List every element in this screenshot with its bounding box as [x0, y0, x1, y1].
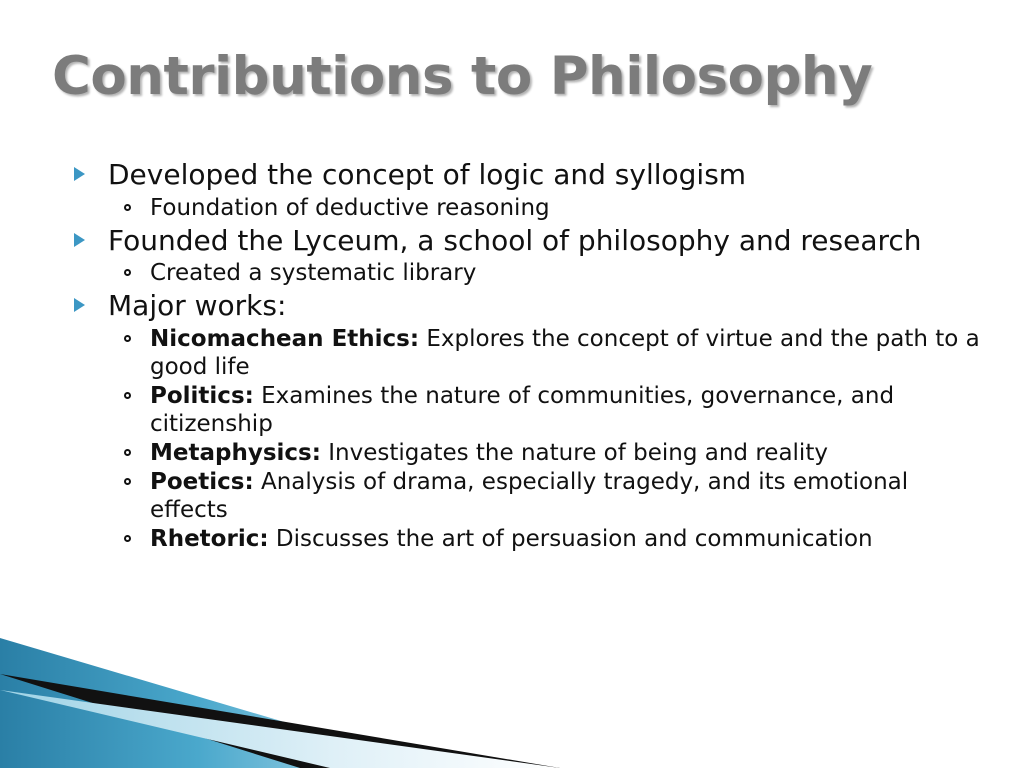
sub-bullet-text: Discusses the art of persuasion and communication [268, 526, 873, 553]
slide-body [58, 158, 988, 555]
page-title: Contributions to Philosophy [52, 46, 873, 107]
list-item [108, 194, 988, 222]
bullet-text: Major works: [108, 289, 287, 323]
sub-bullet-text: Analysis of drama, especially tragedy, and its emotional effects [150, 469, 909, 524]
circle-bullet-icon [124, 204, 131, 211]
sub-bullet-text: Created a systematic library [150, 260, 477, 287]
sub-bullet-text: Foundation of deductive reasoning [150, 194, 550, 221]
circle-bullet-icon [124, 535, 131, 542]
list-item [108, 439, 988, 467]
triangle-bullet-icon [74, 167, 85, 181]
triangle-bullet-icon [74, 233, 85, 247]
bullet-text: Developed the concept of logic and syllogism [108, 158, 747, 191]
list-item [108, 325, 988, 381]
circle-bullet-icon [124, 478, 131, 485]
sub-bullet-list [108, 259, 988, 287]
list-item [108, 525, 988, 553]
decorative-corner-graphic [0, 638, 560, 768]
work-title: Metaphysics: [150, 440, 321, 467]
work-title: Poetics: [150, 469, 254, 496]
circle-bullet-icon [124, 392, 131, 399]
list-item [58, 158, 988, 222]
sub-bullet-list [108, 325, 988, 553]
sub-bullet-text: Investigates the nature of being and reality [320, 440, 828, 467]
bullet-text: Founded the Lyceum, a school of philosophy and research [108, 223, 922, 257]
circle-bullet-icon [124, 335, 131, 342]
list-item [108, 259, 988, 287]
sub-bullet-text: Examines the nature of communities, governance, and citizenship [150, 382, 895, 438]
work-title: Nicomachean Ethics: [150, 325, 420, 352]
list-item [108, 382, 988, 438]
bullet-list [58, 158, 988, 553]
circle-bullet-icon [124, 269, 131, 276]
list-item [58, 289, 988, 553]
sub-bullet-list [108, 194, 988, 222]
list-item [108, 468, 988, 524]
circle-bullet-icon [124, 449, 131, 456]
triangle-bullet-icon [74, 298, 85, 312]
work-title: Rhetoric: [150, 526, 269, 553]
list-item [58, 224, 988, 288]
sub-bullet-text: Explores the concept of virtue and the path to a good life [150, 325, 980, 380]
work-title: Politics: [150, 382, 254, 409]
